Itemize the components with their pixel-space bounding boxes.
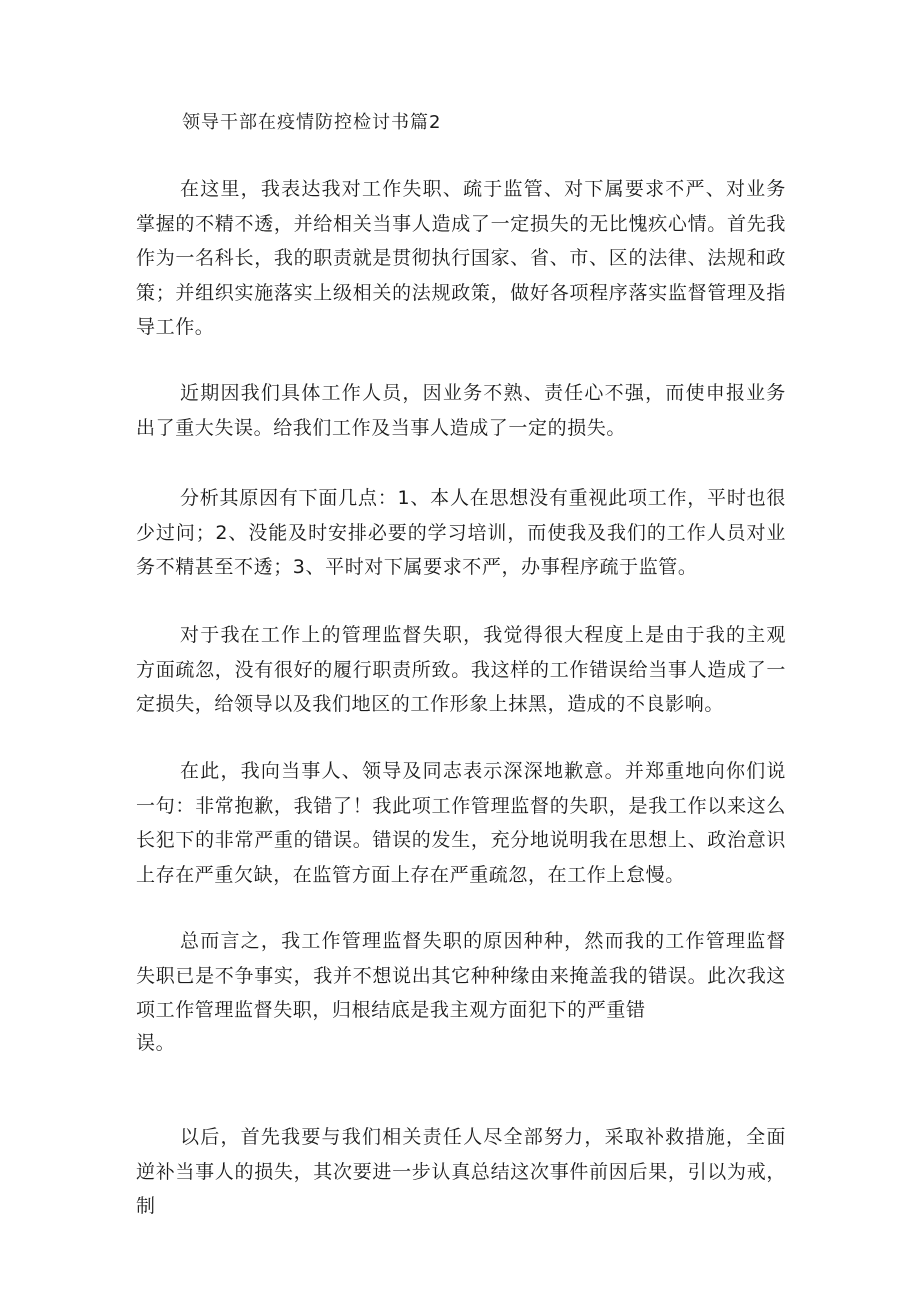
paragraph-6: 总而言之，我工作管理监督失职的原因种种，然而我的工作管理监督失职已是不争事实，我并不想说出其它种种缘由来掩盖我的错误。此次我这项工作管理监督失职，归根结底是我主观方面犯下的严重错 <box>136 930 786 1021</box>
paragraph-5: 在此，我向当事人、领导及同志表示深深地歉意。并郑重地向你们说一句：非常抱歉，我错了！我此项工作管理监督的失职，是我工作以来这么长犯下的非常严重的错误。错误的发生，充分地说明我在思想上、政治意识上存在严重欠缺，在监管方面上存在严重疏忽，在工作上怠慢。 <box>136 760 786 886</box>
paragraph-3: 分析其原因有下面几点：1、本人在思想没有重视此项工作，平时也很少过问；2、没能及时安排必要的学习培训，而使我及我们的工作人员对业务不精甚至不透；3、平时对下属要求不严，办事程序疏于监管。 <box>136 487 786 578</box>
paragraph-2: 近期因我们具体工作人员，因业务不熟、责任心不强，而使申报业务出了重大失误。给我们工作及当事人造成了一定的损失。 <box>136 382 786 439</box>
paragraph-1: 在这里，我表达我对工作失职、疏于监管、对下属要求不严、对业务掌握的不精不透，并给相关当事人造成了一定损失的无比愧疚心情。首先我作为一名科长，我的职责就是贯彻执行国家、省、市、区的法律、法规和政策；并组织实施落实上级相关的法规政策，做好各项程序落实监督管理及指导工作。 <box>136 178 786 338</box>
paragraph-4: 对于我在工作上的管理监督失职，我觉得很大程度上是由于我的主观方面疏忽，没有很好的履行职责所致。我这样的工作错误给当事人造成了一定损失，给领导以及我们地区的工作形象上抹黑，造成的不良影响。 <box>136 624 786 715</box>
paragraph-8: 以后，首先我要与我们相关责任人尽全部努力，采取补救措施，全面逆补当事人的损失，其次要进一步认真总结这次事件前因后果，引以为戒，制 <box>136 1126 786 1217</box>
document-title: 领导干部在疫情防控检讨书篇2 <box>182 112 442 133</box>
paragraph-7: 误。 <box>136 1032 176 1054</box>
